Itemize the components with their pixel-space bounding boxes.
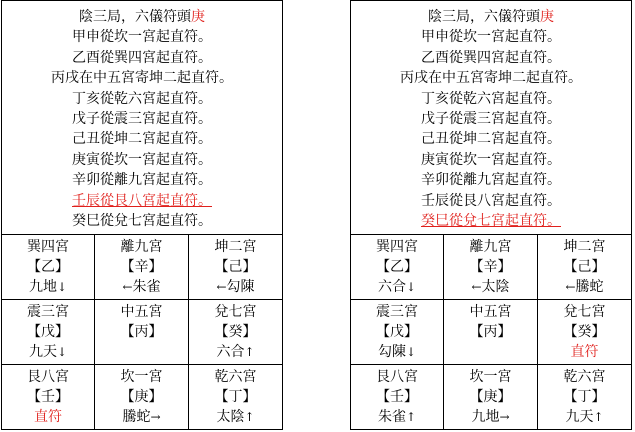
verse-line bbox=[351, 170, 631, 190]
deity-label: 勾陳 bbox=[226, 279, 255, 295]
palace-name: 震三宮 bbox=[27, 304, 69, 320]
palace-cell bbox=[444, 235, 538, 300]
verse-line bbox=[2, 27, 282, 47]
palace-stem: 【丙】 bbox=[469, 324, 512, 340]
verse-text: 丙戌在中五宮寄坤二起直符。 bbox=[400, 70, 582, 87]
palace-name: 艮八宮 bbox=[376, 369, 418, 385]
verse-line bbox=[351, 27, 631, 47]
arrow-right-icon: → bbox=[499, 410, 510, 424]
verse-line bbox=[351, 211, 631, 231]
palace-cell bbox=[538, 365, 631, 429]
palace-name: 離九宮 bbox=[469, 239, 512, 255]
verse-line bbox=[351, 89, 631, 109]
verse-text: 乙酉從巽四宮起直符。 bbox=[421, 49, 561, 66]
deity-label: 直符 bbox=[570, 344, 599, 360]
verse-line bbox=[2, 191, 282, 211]
palace-stem: 【乙】 bbox=[27, 259, 69, 275]
verse-text: 丁亥從乾六宮起直符。 bbox=[421, 90, 561, 107]
palace-cell bbox=[189, 300, 282, 365]
deity-label: 騰蛇 bbox=[122, 409, 151, 425]
deity-label: 太陰 bbox=[216, 409, 245, 425]
deity-label: 朱雀 bbox=[377, 409, 406, 425]
verse-text: 戊子從震三宮起直符。 bbox=[421, 110, 561, 127]
arrow-up-icon: ↑ bbox=[405, 410, 417, 424]
verse-line bbox=[2, 109, 282, 129]
arrow-right-icon: → bbox=[150, 410, 161, 424]
palace-name: 中五宮 bbox=[120, 304, 163, 320]
palace-name: 乾六宮 bbox=[563, 369, 606, 385]
palace-name: 坎一宮 bbox=[120, 369, 163, 385]
palace-cell bbox=[2, 300, 95, 365]
palace-deity-row bbox=[2, 407, 94, 427]
verse-line bbox=[2, 129, 282, 149]
verse-line bbox=[351, 68, 631, 88]
verse-heading bbox=[351, 7, 631, 27]
arrow-down-icon: ↓ bbox=[56, 280, 68, 294]
arrow-up-icon: ↑ bbox=[593, 410, 604, 424]
palace-stem: 【壬】 bbox=[27, 389, 69, 405]
palace-cell bbox=[351, 365, 444, 429]
palace-deity-row bbox=[444, 277, 537, 297]
verse-text: 辛卯從離九宮起直符。 bbox=[421, 172, 561, 189]
verse-line bbox=[351, 150, 631, 170]
palace-cell bbox=[538, 235, 631, 300]
deity-label: 太陰 bbox=[481, 279, 510, 295]
verse-line bbox=[351, 48, 631, 68]
palace-name: 坤二宮 bbox=[563, 239, 606, 255]
verse-text: 庚寅從坎一宮起直符。 bbox=[72, 151, 212, 168]
palace-cell bbox=[351, 235, 444, 300]
deity-label: 騰蛇 bbox=[575, 279, 604, 295]
heading-highlight: 庚 bbox=[540, 9, 554, 25]
palace-name: 兌七宮 bbox=[214, 304, 257, 320]
palace-cell bbox=[189, 235, 282, 300]
arrow-up-icon: ↑ bbox=[244, 345, 255, 359]
deity-label: 朱雀 bbox=[132, 279, 161, 295]
verse-text: 丙戌在中五宮寄坤二起直符。 bbox=[51, 70, 233, 87]
deity-label: 九天 bbox=[565, 409, 594, 425]
verse-text: 癸巳從兌七宮起直符。 bbox=[72, 212, 212, 229]
heading-highlight: 庚 bbox=[191, 9, 205, 25]
palace-grid bbox=[2, 235, 282, 429]
arrow-down-icon: ↓ bbox=[56, 345, 68, 359]
deity-label: 直符 bbox=[34, 409, 62, 425]
palace-stem: 【庚】 bbox=[469, 389, 512, 405]
palace-name: 乾六宮 bbox=[214, 369, 257, 385]
palace-deity-row bbox=[351, 342, 443, 362]
arrow-left-icon: ← bbox=[216, 280, 227, 294]
chart-panel-left bbox=[1, 0, 283, 430]
chart-panel-right bbox=[350, 0, 632, 430]
palace-cell bbox=[95, 365, 189, 429]
verse-text: 庚寅從坎一宮起直符。 bbox=[421, 151, 561, 168]
verse-line bbox=[2, 48, 282, 68]
verse-block bbox=[351, 1, 631, 235]
palace-name: 坎一宮 bbox=[469, 369, 512, 385]
arrow-up-icon: ↑ bbox=[244, 410, 255, 424]
palace-deity-row bbox=[538, 342, 631, 362]
verse-line bbox=[2, 68, 282, 88]
palace-cell bbox=[95, 300, 189, 365]
deity-label: 九地 bbox=[471, 409, 500, 425]
palace-cell bbox=[351, 300, 444, 365]
verse-text: 辛卯從離九宮起直符。 bbox=[72, 172, 212, 189]
palace-deity-row bbox=[351, 277, 443, 297]
verse-line bbox=[2, 170, 282, 190]
deity-label: 九地 bbox=[28, 279, 57, 295]
verse-line bbox=[2, 150, 282, 170]
verse-line bbox=[2, 89, 282, 109]
verse-text: 己丑從坤二宮起直符。 bbox=[421, 131, 561, 148]
palace-deity-row bbox=[538, 407, 631, 427]
heading-text: 陰三局，六儀符頭 bbox=[428, 9, 540, 25]
deity-label: 勾陳 bbox=[377, 344, 406, 360]
palace-stem: 【癸】 bbox=[563, 324, 606, 340]
palace-stem: 【丁】 bbox=[214, 389, 257, 405]
arrow-down-icon: ↓ bbox=[405, 345, 417, 359]
deity-label: 六合 bbox=[377, 279, 406, 295]
verse-text: 甲申從坎一宮起直符。 bbox=[72, 29, 212, 46]
palace-name: 巽四宮 bbox=[27, 239, 69, 255]
palace-deity-row bbox=[189, 277, 282, 297]
palace-deity-row bbox=[444, 407, 537, 427]
verse-text: 甲申從坎一宮起直符。 bbox=[421, 29, 561, 46]
palace-name: 離九宮 bbox=[120, 239, 163, 255]
verse-block bbox=[2, 1, 282, 235]
verse-line bbox=[2, 211, 282, 231]
palace-stem: 【己】 bbox=[563, 259, 606, 275]
palace-name: 震三宮 bbox=[376, 304, 418, 320]
arrow-left-icon: ← bbox=[471, 280, 482, 294]
verse-heading bbox=[2, 7, 282, 27]
verse-text: 戊子從震三宮起直符。 bbox=[72, 110, 212, 127]
palace-cell bbox=[444, 300, 538, 365]
arrow-left-icon: ← bbox=[122, 280, 133, 294]
palace-stem: 【辛】 bbox=[469, 259, 512, 275]
palace-name: 兌七宮 bbox=[563, 304, 606, 320]
palace-cell bbox=[95, 235, 189, 300]
palace-deity-row bbox=[189, 342, 282, 362]
palace-stem: 【庚】 bbox=[120, 389, 163, 405]
verse-text: 壬辰從艮八宮起直符。 bbox=[421, 192, 561, 209]
palace-name: 艮八宮 bbox=[27, 369, 69, 385]
verse-text: 乙酉從巽四宮起直符。 bbox=[72, 49, 212, 66]
palace-stem: 【辛】 bbox=[120, 259, 163, 275]
palace-deity-row bbox=[189, 407, 282, 427]
palace-stem: 【丁】 bbox=[563, 389, 606, 405]
palace-stem: 【己】 bbox=[214, 259, 257, 275]
arrow-down-icon: ↓ bbox=[405, 280, 417, 294]
palace-deity-row bbox=[2, 277, 94, 297]
palace-cell bbox=[538, 300, 631, 365]
verse-text: 丁亥從乾六宮起直符。 bbox=[72, 90, 212, 107]
palace-name: 中五宮 bbox=[469, 304, 512, 320]
palace-stem: 【丙】 bbox=[120, 324, 163, 340]
palace-deity-row bbox=[538, 277, 631, 297]
palace-stem: 【癸】 bbox=[214, 324, 257, 340]
palace-deity-row bbox=[95, 407, 188, 427]
palace-cell bbox=[2, 235, 95, 300]
palace-stem: 【戊】 bbox=[376, 324, 418, 340]
palace-cell bbox=[444, 365, 538, 429]
palace-grid bbox=[351, 235, 631, 429]
palace-name: 巽四宮 bbox=[376, 239, 418, 255]
deity-label: 九天 bbox=[28, 344, 57, 360]
verse-line bbox=[351, 191, 631, 211]
palace-cell bbox=[2, 365, 95, 429]
verse-text: 壬辰從艮八宮起直符。 bbox=[72, 192, 212, 209]
deity-label: 六合 bbox=[216, 344, 245, 360]
palace-stem: 【戊】 bbox=[27, 324, 69, 340]
palace-stem: 【乙】 bbox=[376, 259, 418, 275]
heading-text: 陰三局，六儀符頭 bbox=[79, 9, 191, 25]
verse-line bbox=[351, 109, 631, 129]
palace-stem: 【壬】 bbox=[376, 389, 418, 405]
palace-deity-row bbox=[2, 342, 94, 362]
palace-deity-row bbox=[95, 277, 188, 297]
palace-cell bbox=[189, 365, 282, 429]
arrow-left-icon: ← bbox=[565, 280, 576, 294]
verse-text: 己丑從坤二宮起直符。 bbox=[72, 131, 212, 148]
palace-deity-row bbox=[351, 407, 443, 427]
verse-text: 癸巳從兌七宮起直符。 bbox=[421, 212, 561, 229]
palace-name: 坤二宮 bbox=[214, 239, 257, 255]
verse-line bbox=[351, 129, 631, 149]
